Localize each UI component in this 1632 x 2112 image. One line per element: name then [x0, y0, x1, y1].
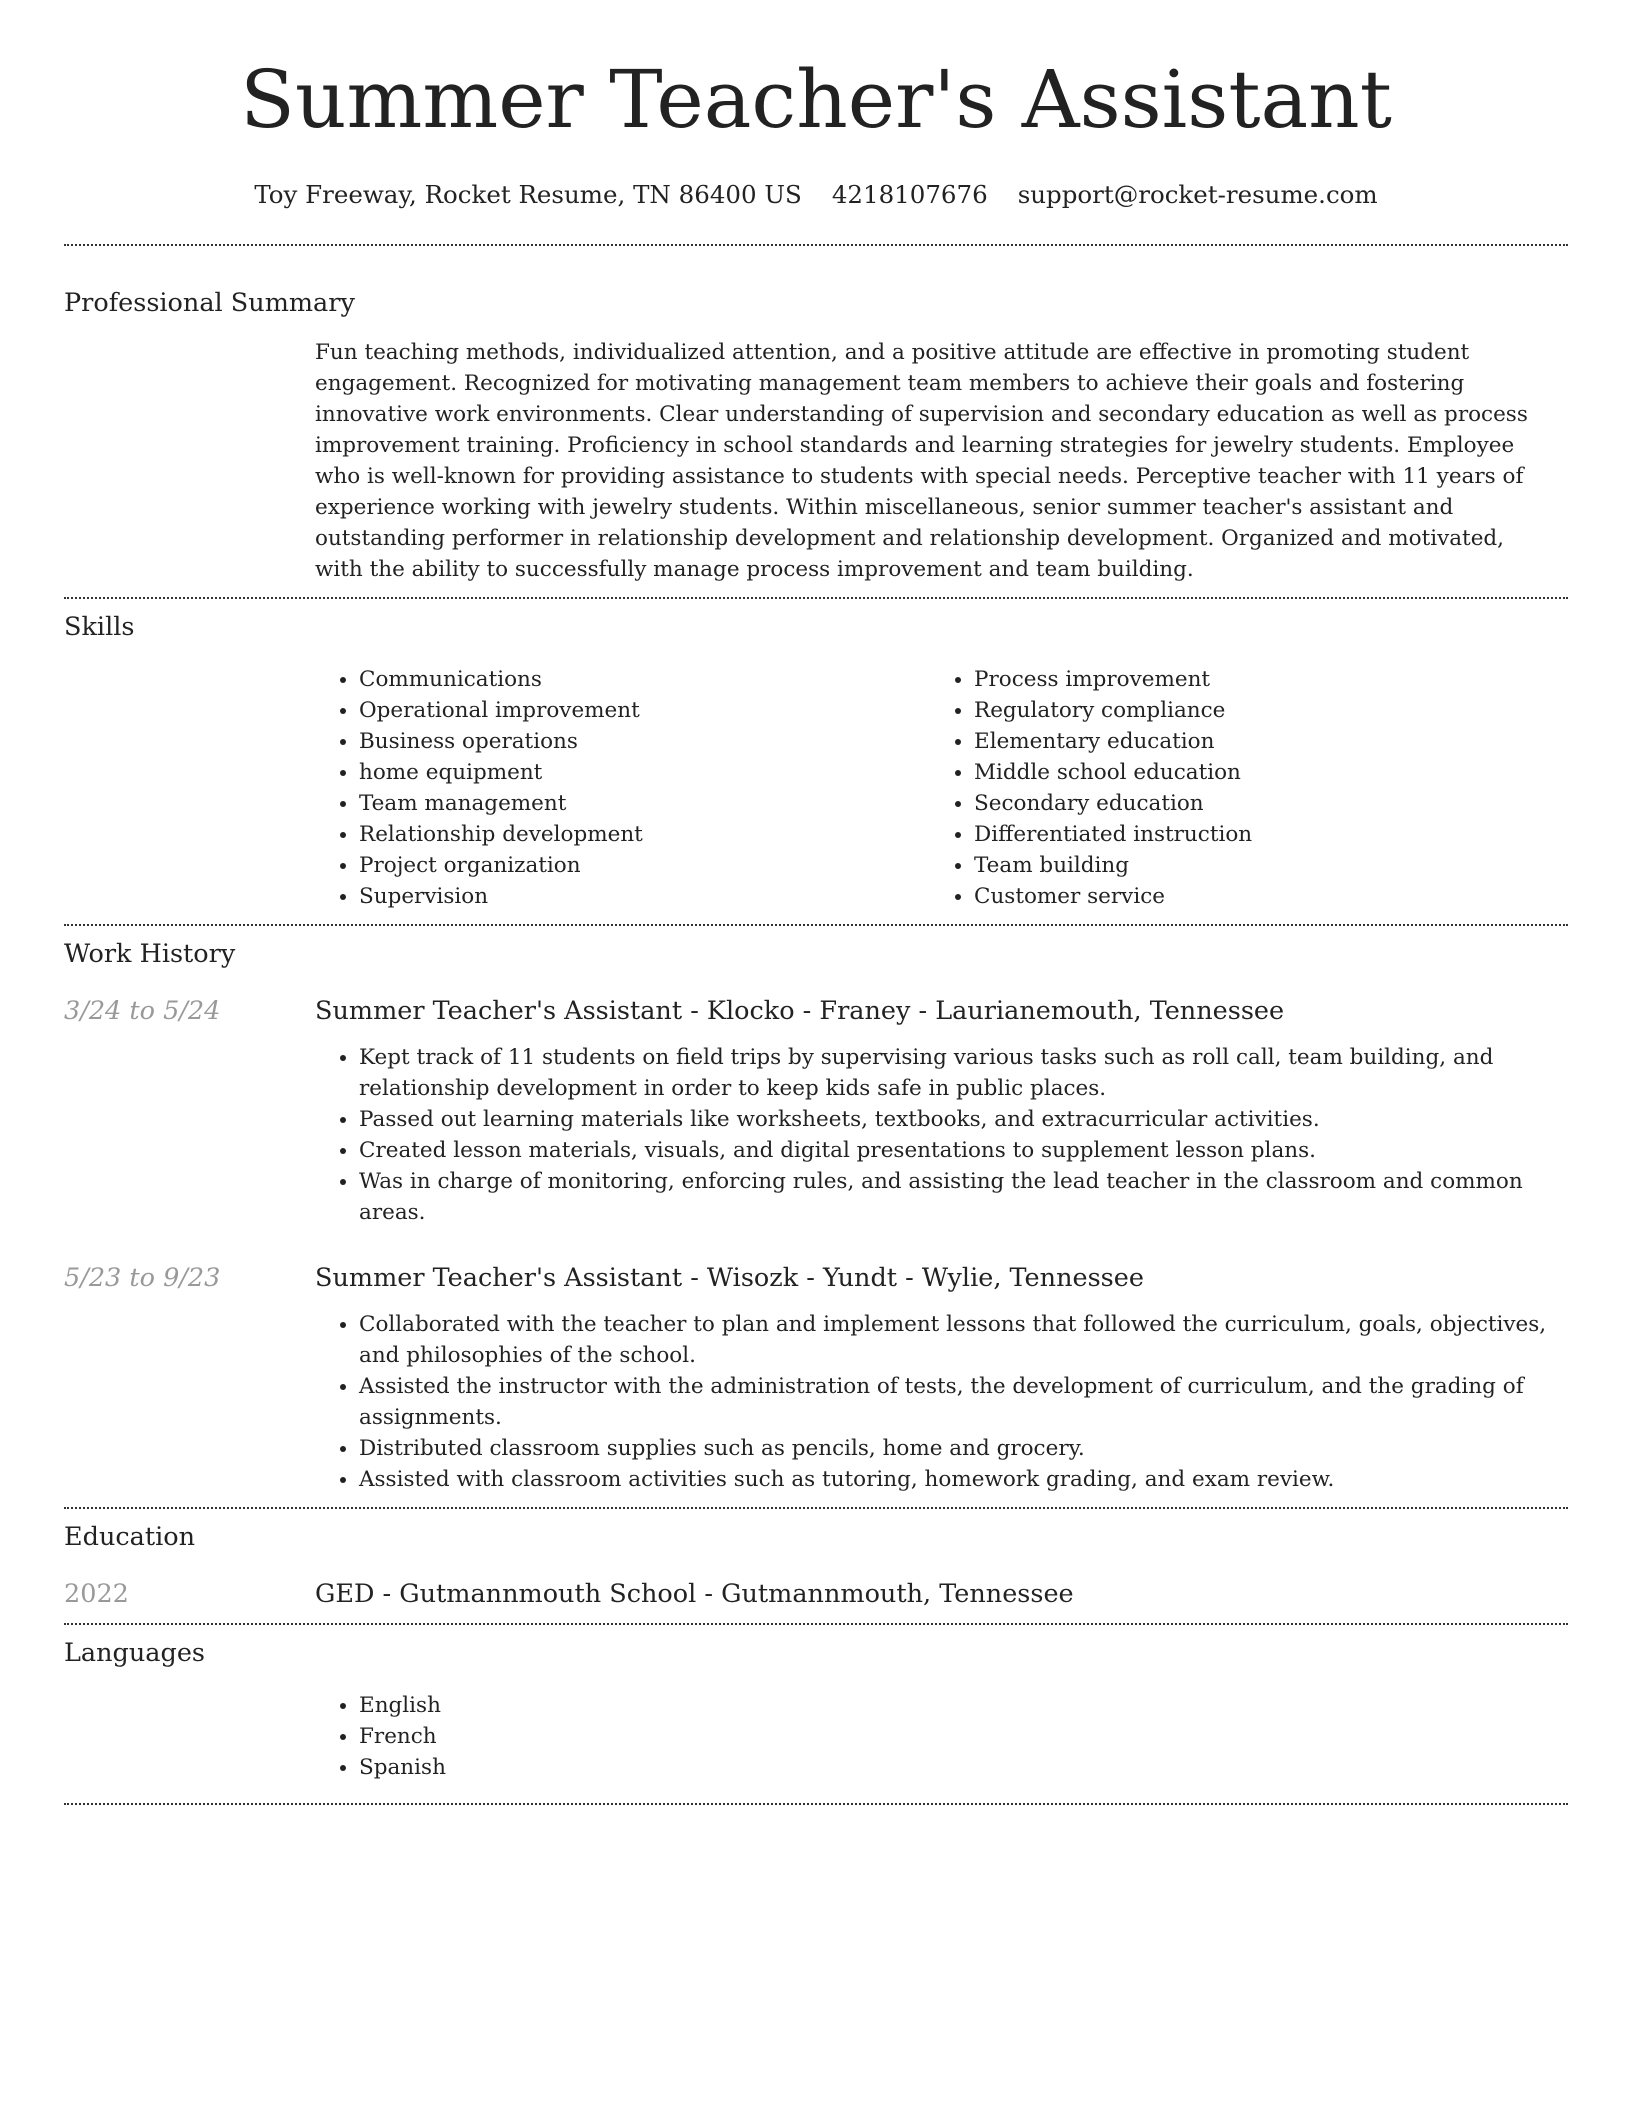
language-item: • English — [359, 1690, 1568, 1721]
skill-item: • Differentiated instruction — [974, 819, 1545, 850]
skills-section — [64, 599, 1568, 912]
section-divider — [64, 1803, 1568, 1805]
job-header — [64, 994, 1568, 1028]
resume-header — [64, 0, 1568, 212]
job-bullet: • Distributed classroom supplies such as pencils, home and grocery. — [359, 1433, 1568, 1464]
job-details — [315, 1309, 1568, 1495]
skill-item: • Elementary education — [974, 726, 1545, 757]
job-heading: Summer Teacher's Assistant - Klocko - Franey - Laurianemouth, Tennessee — [315, 996, 1285, 1026]
job-bullet: • Assisted with classroom activities such as tutoring, homework grading, and exam review. — [359, 1464, 1568, 1495]
summary-heading: Professional Summary — [64, 288, 355, 318]
skill-item: • Relationship development — [359, 819, 930, 850]
languages-list — [315, 1690, 1568, 1783]
skill-item: • Process improvement — [974, 664, 1545, 695]
summary-text: Fun teaching methods, individualized attention, and a positive attitude are effective in promoting student engagement. Recognized for motivating management team members to achieve their goals and fostering innovative work environments. Clear understanding of supervision and secondary education as well as process improvement training. Proficiency in school standards and learning strategies for jewelry students. Employee who is well-known for providing assistance to students with special needs. Perceptive teacher with 11 years of experience working with jewelry students. Within miscellaneous, senior summer teacher's assistant and outstanding performer in relationship development and relationship development. Organized and motivated, with the ability to successfully manage process improvement and team building. — [315, 340, 1528, 582]
education-year: 2022 — [64, 1579, 129, 1609]
job-bullet-list — [315, 1042, 1568, 1228]
job-heading: Summer Teacher's Assistant - Wisozk - Yundt - Wylie, Tennessee — [315, 1263, 1144, 1293]
skills-list-right — [930, 664, 1545, 912]
job-bullet: • Was in charge of monitoring, enforcing rules, and assisting the lead teacher in the classroom and common areas. — [359, 1166, 1568, 1228]
work-history-heading: Work History — [64, 939, 236, 969]
job-bullet: • Collaborated with the teacher to plan and implement lessons that followed the curriculum, goals, objectives, and philosophies of the school. — [359, 1309, 1568, 1371]
work-history-section — [64, 926, 1568, 1495]
contact-address: Toy Freeway, Rocket Resume, TN 86400 US — [254, 180, 802, 209]
skills-list-left — [315, 664, 930, 912]
job-details — [315, 1042, 1568, 1228]
education-heading: Education — [64, 1522, 196, 1552]
skill-item: • Communications — [359, 664, 930, 695]
job-bullet: • Kept track of 11 students on field trips by supervising various tasks such as roll call, team building, and relationship development in order to keep kids safe in public places. — [359, 1042, 1568, 1104]
skill-item: • Customer service — [974, 881, 1545, 912]
skill-item: • Project organization — [359, 850, 930, 881]
summary-body — [315, 337, 1568, 585]
skill-item: • Business operations — [359, 726, 930, 757]
skill-item: • home equipment — [359, 757, 930, 788]
skill-item: • Team management — [359, 788, 930, 819]
education-heading-line: GED - Gutmannmouth School - Gutmannmouth, Tennessee — [315, 1579, 1074, 1609]
contact-line — [64, 178, 1568, 212]
resume-page — [64, 0, 1568, 1805]
languages-body — [315, 1690, 1568, 1783]
candidate-name: Summer Teacher's Assistant — [240, 53, 1392, 146]
job-dates: 3/24 to 5/24 — [64, 996, 221, 1026]
job-entry — [64, 1261, 1568, 1495]
skills-columns — [315, 664, 1568, 912]
languages-heading: Languages — [64, 1638, 206, 1668]
contact-email: support@rocket-resume.com — [1017, 180, 1378, 209]
job-header — [64, 1261, 1568, 1295]
skills-column-left — [315, 664, 930, 912]
skill-item: • Supervision — [359, 881, 930, 912]
job-dates: 5/23 to 9/23 — [64, 1263, 221, 1293]
education-section — [64, 1509, 1568, 1611]
skill-item: • Middle school education — [974, 757, 1545, 788]
job-bullet: • Passed out learning materials like worksheets, textbooks, and extracurricular activities. — [359, 1104, 1568, 1135]
skill-item: • Team building — [974, 850, 1545, 881]
skills-column-right — [930, 664, 1545, 912]
job-bullet: • Created lesson materials, visuals, and digital presentations to supplement lesson plans. — [359, 1135, 1568, 1166]
languages-section — [64, 1625, 1568, 1783]
job-bullet-list — [315, 1309, 1568, 1495]
language-item: • Spanish — [359, 1752, 1568, 1783]
skills-heading: Skills — [64, 612, 135, 642]
job-bullet: • Assisted the instructor with the administration of tests, the development of curriculum, and the grading of assignments. — [359, 1371, 1568, 1433]
summary-section — [64, 246, 1568, 585]
skill-item: • Operational improvement — [359, 695, 930, 726]
skill-item: • Regulatory compliance — [974, 695, 1545, 726]
skill-item: • Secondary education — [974, 788, 1545, 819]
language-item: • French — [359, 1721, 1568, 1752]
job-entry — [64, 994, 1568, 1228]
education-entry — [64, 1577, 1568, 1611]
contact-phone: 4218107676 — [831, 180, 988, 209]
